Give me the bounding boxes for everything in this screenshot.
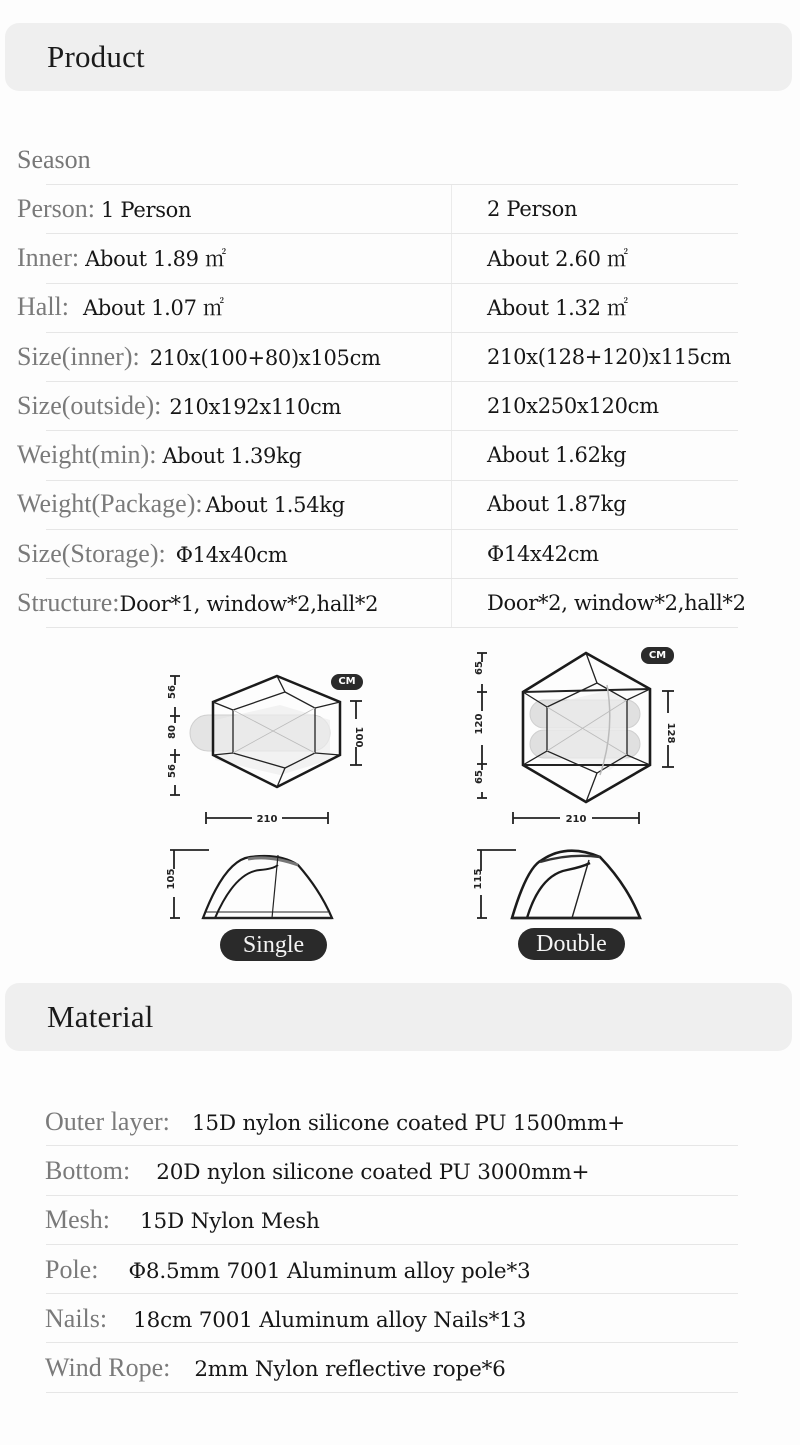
double-label-pill: Double (518, 928, 625, 960)
spec-table (0, 184, 800, 628)
material-row-wind-rope (0, 1343, 800, 1392)
spec-value-single: 210x(100+80)x105cm (149, 345, 381, 370)
spec-value-single: Φ14x40cm (175, 542, 288, 567)
double-dim-right: 128 (665, 722, 676, 744)
double-dim-left-top: 65 (474, 661, 485, 675)
spec-label: Inner: (17, 242, 80, 272)
material-section-title: Material (47, 999, 154, 1034)
single-dim-height: 105 (166, 868, 177, 890)
spec-label: Structure: (17, 588, 120, 618)
spec-label: Size(Storage): (17, 538, 166, 568)
single-tent-side-view-diagram (165, 845, 340, 925)
material-row-pole (0, 1245, 800, 1294)
single-dim-left-top: 56 (167, 685, 178, 699)
material-label: Bottom: (45, 1155, 131, 1185)
material-label: Pole: (45, 1254, 99, 1284)
single-dim-right: 100 (353, 726, 364, 748)
spec-value-double: About 1.62kg (487, 443, 627, 468)
double-dim-width: 210 (565, 814, 587, 825)
spec-value-double: About 1.87kg (487, 492, 627, 517)
double-dim-height: 115 (473, 868, 484, 890)
spec-row-hall (0, 283, 800, 332)
spec-label: Person: (17, 193, 95, 223)
material-row-mesh (0, 1196, 800, 1245)
spec-label: Size(inner): (17, 341, 140, 371)
single-dim-left-mid: 80 (167, 725, 178, 739)
spec-value-double: About 2.60 ㎡ (487, 246, 628, 271)
spec-label: Size(outside): (17, 390, 162, 420)
double-dim-left-bottom: 65 (474, 770, 485, 784)
season-label: Season (17, 145, 91, 174)
product-section-title: Product (47, 39, 145, 74)
double-tent-top-view-diagram (470, 645, 680, 830)
material-row-nails (0, 1294, 800, 1343)
spec-value-single: 210x192x110cm (169, 394, 342, 419)
spec-value-single: About 1.54kg (205, 493, 345, 518)
material-divider-top (46, 1145, 738, 1146)
product-section-header (5, 23, 792, 91)
material-label: Nails: (45, 1303, 108, 1333)
spec-value-single: Door*1, window*2,hall*2 (119, 592, 379, 617)
material-list (0, 1097, 800, 1393)
material-value: 20D nylon silicone coated PU 3000mm+ (156, 1159, 590, 1185)
spec-value-double: About 1.32 ㎡ (487, 296, 628, 321)
material-label: Outer layer: (45, 1106, 170, 1136)
spec-value-double: 210x250x120cm (487, 393, 659, 418)
material-value: 15D nylon silicone coated PU 1500mm+ (191, 1110, 625, 1136)
spec-value-double: 210x(128+120)x115cm (487, 344, 731, 369)
spec-row-weight-package (0, 480, 800, 529)
spec-value-double: Door*2, window*2,hall*2 (487, 591, 746, 616)
spec-label: Weight(Package): (17, 489, 203, 519)
spec-row-inner (0, 233, 800, 282)
material-row-outer-layer (0, 1097, 800, 1146)
single-dim-width: 210 (256, 814, 278, 825)
single-dim-left-bottom: 56 (167, 764, 178, 778)
spec-row-structure (0, 578, 800, 627)
spec-row-person (0, 184, 800, 233)
single-unit-badge: CM (331, 674, 363, 690)
single-label-pill: Single (220, 929, 327, 961)
double-unit-badge: CM (641, 647, 674, 664)
spec-row-size-storage (0, 529, 800, 578)
double-dim-left-mid: 120 (474, 713, 485, 735)
material-label: Mesh: (45, 1205, 110, 1235)
spec-label: Hall: (17, 292, 69, 322)
material-label: Wind Rope: (45, 1353, 171, 1383)
spec-value-double: 2 Person (487, 196, 578, 221)
material-value: Φ8.5mm 7001 Aluminum alloy pole*3 (128, 1258, 531, 1284)
material-value: 2mm Nylon reflective rope*6 (194, 1357, 506, 1383)
spec-value-single: About 1.89 ㎡ (85, 246, 226, 271)
material-value: 18cm 7001 Aluminum alloy Nails*13 (133, 1307, 527, 1333)
material-section-header (5, 983, 792, 1051)
spec-row-size-inner (0, 332, 800, 381)
spec-value-single: About 1.39kg (162, 444, 302, 469)
spec-value-single: 1 Person (101, 197, 192, 222)
spec-row-size-outside (0, 381, 800, 430)
spec-row-weight-min (0, 430, 800, 479)
material-value: 15D Nylon Mesh (140, 1209, 320, 1235)
double-tent-side-view-diagram (472, 845, 647, 925)
spec-value-single: About 1.07 ㎡ (83, 296, 224, 321)
spec-label: Weight(min): (17, 440, 157, 470)
spec-value-double: Φ14x42cm (487, 541, 599, 566)
material-row-bottom (0, 1146, 800, 1195)
